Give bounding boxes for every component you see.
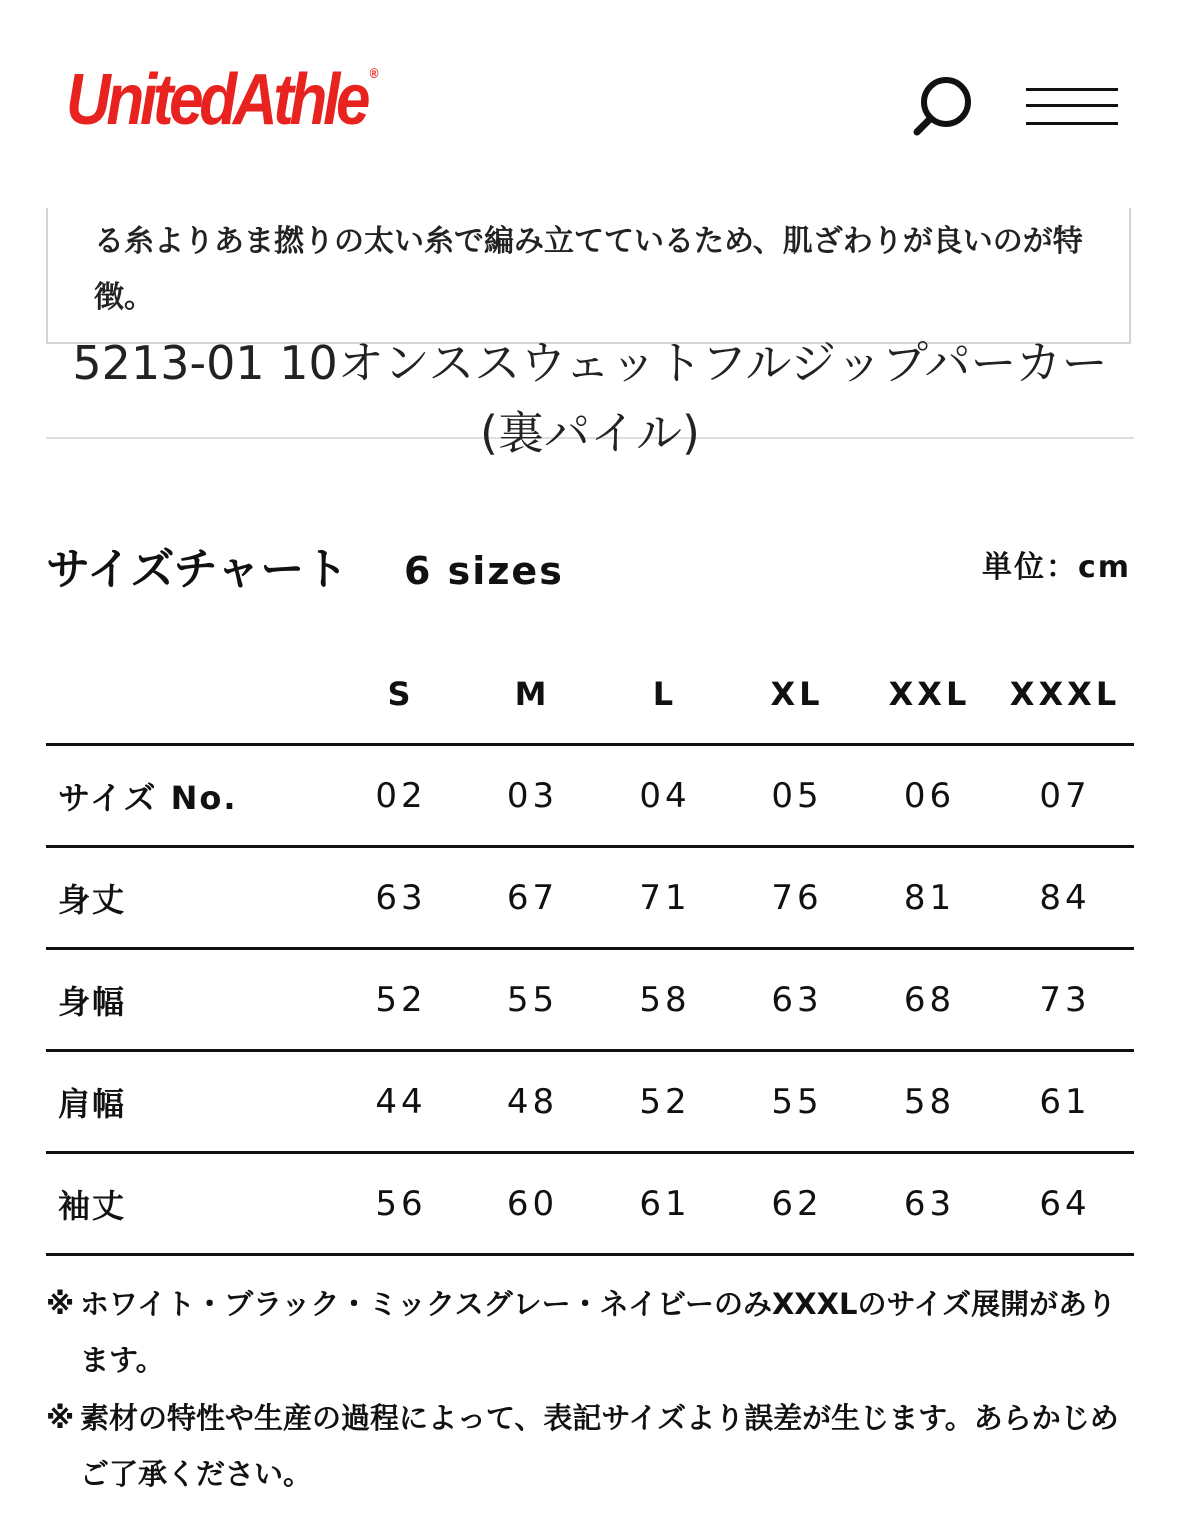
table-cell: 52	[336, 949, 466, 1051]
table-cell: 05	[731, 745, 863, 847]
table-cell: 84	[996, 847, 1134, 949]
table-cell: 55	[731, 1051, 863, 1153]
row-label: 身幅	[46, 949, 336, 1051]
menu-button[interactable]	[1026, 84, 1122, 132]
note-mark: ※	[46, 1401, 75, 1435]
table-cell: 61	[996, 1051, 1134, 1153]
brand-logo[interactable]	[66, 60, 379, 140]
note-item	[46, 1276, 1136, 1388]
table-cell: 56	[336, 1153, 466, 1255]
table-cell: 81	[863, 847, 996, 949]
table-cell: 67	[466, 847, 599, 949]
note-mark: ※	[46, 1287, 75, 1321]
table-cell: 04	[599, 745, 731, 847]
table-cell: 73	[996, 949, 1134, 1051]
size-chart-table	[46, 645, 1134, 1256]
table-cell: 71	[599, 847, 731, 949]
table-cell: 58	[863, 1051, 996, 1153]
row-label: 肩幅	[46, 1051, 336, 1153]
table-cell: 06	[863, 745, 996, 847]
table-cell: 44	[336, 1051, 466, 1153]
table-cell: 02	[336, 745, 466, 847]
table-cell: 61	[599, 1153, 731, 1255]
table-cell: 60	[466, 1153, 599, 1255]
note-item	[46, 1390, 1136, 1502]
size-notes	[46, 1276, 1136, 1504]
sizes-count: 6 sizes	[404, 549, 564, 593]
row-label: 袖丈	[46, 1153, 336, 1255]
table-cell: 07	[996, 745, 1134, 847]
table-cell: 58	[599, 949, 731, 1051]
description-excerpt	[46, 208, 1131, 344]
product-title: 5213-01 10オンススウェットフルジップパーカー(裏パイル)	[72, 336, 1108, 460]
brand-logo-text: UnitedAthle	[66, 60, 367, 140]
table-row	[46, 847, 1134, 949]
size-column-header: XL	[770, 675, 824, 713]
size-header-row	[46, 645, 1134, 745]
row-label: 身丈	[46, 847, 336, 949]
excerpt-text: る糸よりあま撚りの太い糸で編み立てているため、肌ざわりが良いのが特徴。	[94, 224, 1083, 315]
table-row	[46, 949, 1134, 1051]
table-cell: 55	[466, 949, 599, 1051]
table-cell: 63	[731, 949, 863, 1051]
size-column-header: XXL	[888, 675, 971, 713]
note-text: ホワイト・ブラック・ミックスグレー・ネイビーのみXXXLのサイズ展開があります。	[80, 1287, 1117, 1377]
size-column-header: M	[514, 675, 551, 713]
row-label: サイズ No.	[46, 745, 336, 847]
table-cell: 64	[996, 1153, 1134, 1255]
table-cell: 03	[466, 745, 599, 847]
header-empty-cell	[46, 645, 336, 745]
table-row	[46, 745, 1134, 847]
table-row	[46, 1051, 1134, 1153]
search-icon	[906, 72, 978, 144]
search-button[interactable]	[906, 72, 978, 144]
registered-mark: ®	[369, 65, 379, 81]
size-column-header: XXXL	[1009, 675, 1121, 713]
table-cell: 63	[863, 1153, 996, 1255]
size-chart-heading: サイズチャート	[46, 544, 349, 595]
table-cell: 52	[599, 1051, 731, 1153]
table-cell: 48	[466, 1051, 599, 1153]
size-column-header: L	[652, 675, 678, 713]
table-cell: 68	[863, 949, 996, 1051]
size-column-header: S	[387, 675, 415, 713]
table-cell: 62	[731, 1153, 863, 1255]
table-cell: 63	[336, 847, 466, 949]
table-cell: 76	[731, 847, 863, 949]
note-text: 素材の特性や生産の過程によって、表記サイズより誤差が生じます。あらかじめご了承ください。	[80, 1401, 1119, 1491]
table-row	[46, 1153, 1134, 1255]
unit-label: 単位：cm	[981, 550, 1131, 585]
